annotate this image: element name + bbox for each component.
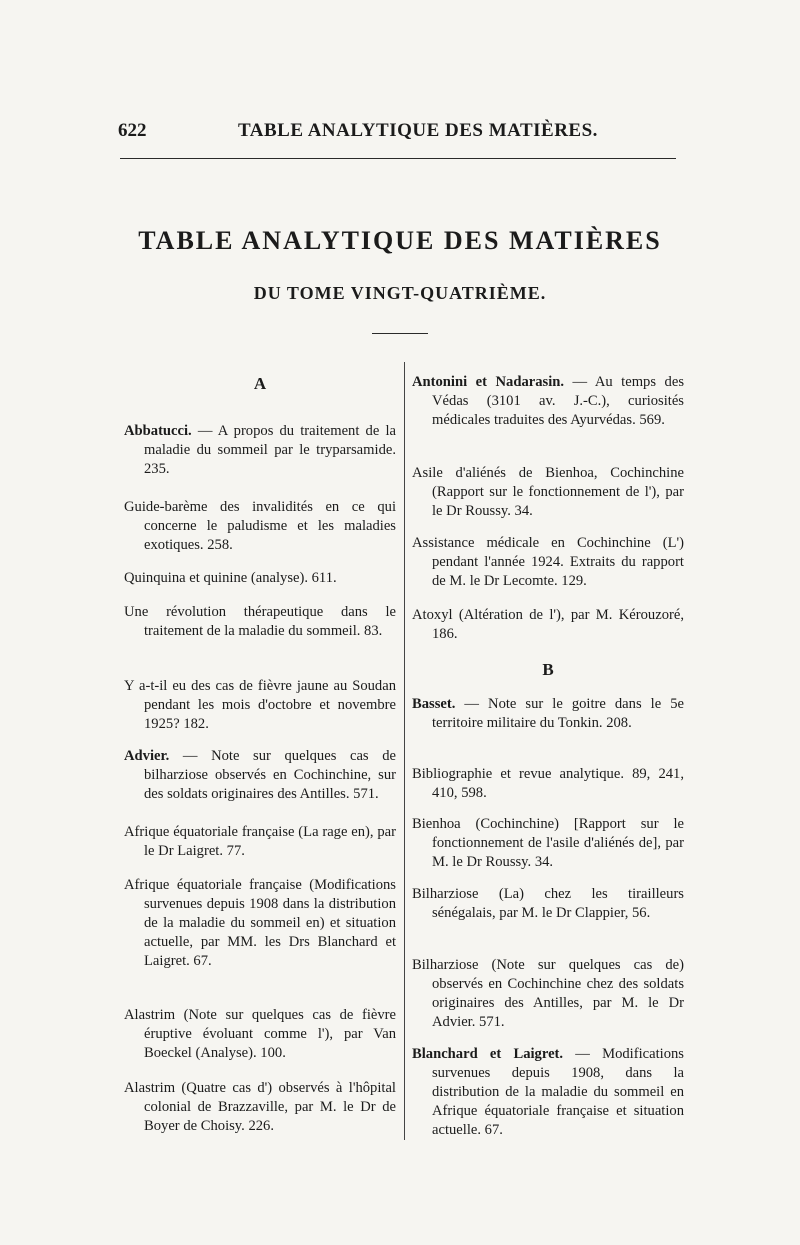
index-entry: Alastrim (Note sur quelques cas de fièvre éruptive évoluant comme l'), par Van Boeckel (Analyse). 100. (124, 1007, 396, 1061)
index-entry: Bienhoa (Cochinchine) [Rapport sur le fonctionnement de l'asile d'aliénés de], par M. le Dr Roussy. 34. (412, 816, 684, 870)
index-entry: Asile d'aliénés de Bienhoa, Cochinchine (Rapport sur le fonctionnement de l'), par le Dr Roussy. 34. (412, 465, 684, 519)
index-entry: Atoxyl (Altération de l'), par M. Kérouzoré, 186. (412, 607, 684, 642)
index-entry: Quinquina et quinine (analyse). 611. (124, 570, 337, 586)
index-entry: Blanchard et Laigret. — Modifications survenues depuis 1908, dans la distribution de la maladie du sommeil en Afrique équatoriale française et situation actuelle. 67. (412, 1046, 684, 1138)
index-entry: Une révolution thérapeutique dans le traitement de la maladie du sommeil. 83. (124, 604, 396, 639)
running-title: TABLE ANALYTIQUE DES MATIÈRES. (238, 120, 598, 141)
index-entry: Assistance médicale en Cochinchine (L') pendant l'année 1924. Extraits du rapport de M. le Dr Lecomte. 129. (412, 535, 684, 589)
index-entry: Guide-barème des invalidités en ce qui concerne le paludisme et les maladies exotiques. 258. (124, 499, 396, 553)
column-divider (404, 362, 405, 1140)
index-entry: Antonini et Nadarasin. — Au temps des Védas (3101 av. J.-C.), curiosités médicales traduites des Ayurvédas. 569. (412, 374, 684, 428)
section-letter-a: A (253, 374, 267, 393)
index-entry: Afrique équatoriale française (Modifications survenues depuis 1908 dans la distribution de la maladie du sommeil en) et situation actuelle, par MM. les Drs Blanchard et Laigret. 67. (124, 877, 396, 969)
title-rule (372, 333, 428, 334)
section-letter-b: B (542, 660, 554, 679)
index-entry: Bibliographie et revue analytique. 89, 241, 410, 598. (412, 766, 684, 801)
page-title: TABLE ANALYTIQUE DES MATIÈRES (138, 226, 662, 255)
index-entry: Y a-t-il eu des cas de fièvre jaune au Soudan pendant les mois d'octobre et novembre 1925? 182. (124, 678, 396, 732)
header-rule (120, 158, 676, 159)
index-entry: Alastrim (Quatre cas d') observés à l'hôpital colonial de Brazzaville, par M. le Dr de Boyer de Choisy. 226. (124, 1080, 396, 1134)
page-number: 622 (118, 120, 147, 141)
index-entry: Afrique équatoriale française (La rage en), par le Dr Laigret. 77. (124, 824, 396, 859)
index-entry: Abbatucci. — A propos du traitement de la maladie du sommeil par le tryparsamide. 235. (124, 423, 396, 477)
index-entry: Advier. — Note sur quelques cas de bilharziose observés en Cochinchine, sur des soldats originaires des Antilles. 571. (124, 748, 396, 802)
index-entry: Bilharziose (La) chez les tirailleurs sénégalais, par M. le Dr Clappier, 56. (412, 886, 684, 921)
index-entry: Bilharziose (Note sur quelques cas de) observés en Cochinchine chez des soldats originaires des Antilles, par M. le Dr Advier. 571. (412, 957, 684, 1030)
index-entry: Basset. — Note sur le goitre dans le 5e territoire militaire du Tonkin. 208. (412, 696, 684, 731)
page-subtitle: DU TOME VINGT-QUATRIÈME. (253, 283, 547, 303)
